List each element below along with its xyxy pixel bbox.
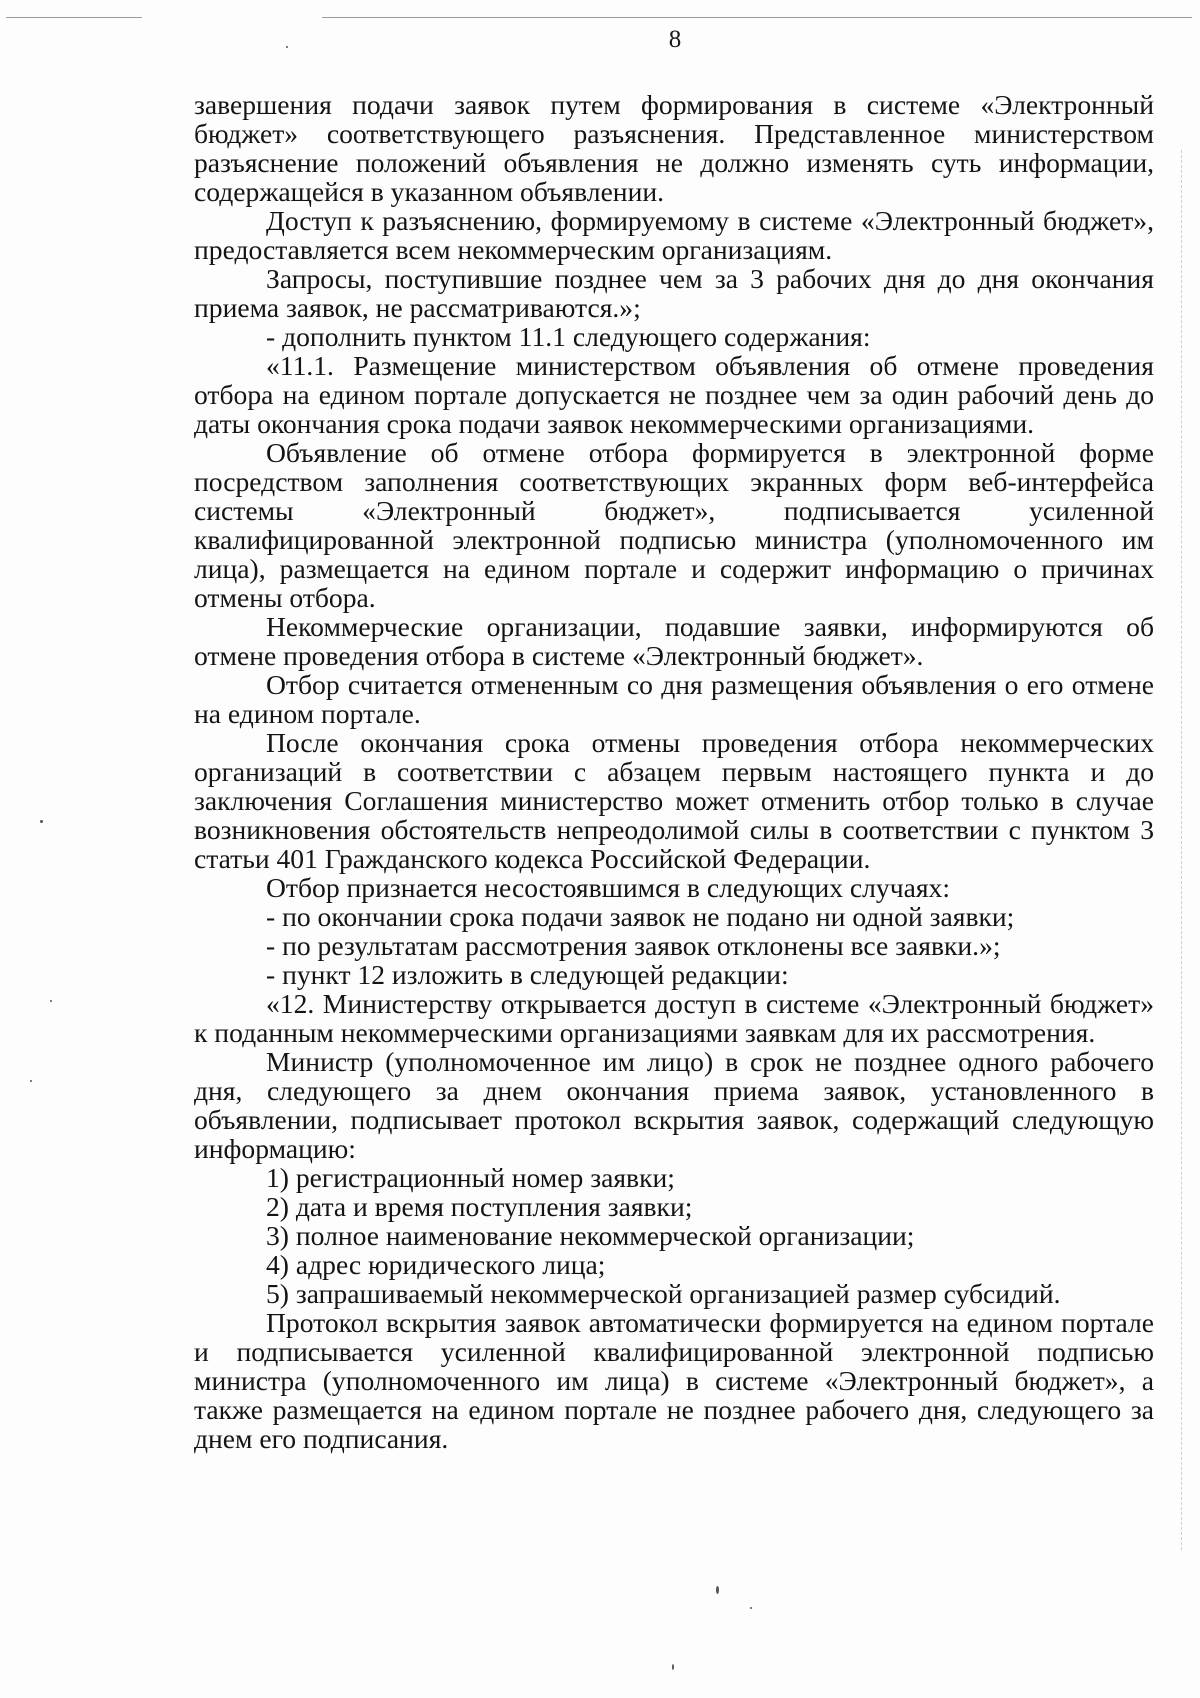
paragraph: завершения подачи заявок путем формирования в системе «Электронный бюджет» соответствующего разъяснения. Представленное министерством разъяснение положений объявления не должно изменять суть информации, содержащейся в указанном объявлении. [194,89,1154,207]
list-item: - по окончании срока подачи заявок не подано ни одной заявки; [266,901,1015,932]
scan-speck [750,1607,752,1609]
list-item: - по результатам рассмотрения заявок отклонены все заявки.»; [266,930,1001,961]
paragraph: Объявление об отмене отбора формируется в электронной форме посредством заполнения соответствующих экранных форм веб-интерфейса системы «Электронный бюджет», подписывается усиленной квалифицированной электронной подписью министра (уполномоченного им лица), размещается на едином портале и содержит информацию о причинах отмены отбора. [194,437,1154,613]
paragraph: Доступ к разъяснению, формируемому в системе «Электронный бюджет», предоставляется всем некоммерческим организациям. [194,205,1154,265]
scan-speck [30,1080,32,1082]
paragraph: - пункт 12 изложить в следующей редакции: [266,959,789,990]
paragraph: Протокол вскрытия заявок автоматически формируется на едином портале и подписывается усиленной квалифицированной электронной подписью министра (уполномоченного им лица) в системе «Электронный бюджет», а также размещается на едином портале не позднее рабочего дня, следующего за днем его подписания. [194,1307,1154,1454]
list-item: 3) полное наименование некоммерческой организации; [266,1220,915,1251]
paragraph: Некоммерческие организации, подавшие заявки, информируются об отмене проведения отбора в системе «Электронный бюджет». [194,611,1154,671]
scan-speck [50,1000,52,1002]
list-item: 5) запрашиваемый некоммерческой организацией размер субсидий. [266,1278,1061,1309]
paragraph: - дополнить пунктом 11.1 следующего содержания: [266,321,871,352]
scan-speck [286,46,288,48]
paragraph: «12. Министерству открывается доступ в системе «Электронный бюджет» к поданным некоммерческими организациями заявкам для их рассмотрения. [194,988,1154,1048]
scan-edge-line [1181,150,1183,1550]
paragraph: Отбор считается отмененным со дня размещения объявления о его отмене на едином портале. [194,669,1154,729]
paragraph: Запросы, поступившие позднее чем за 3 рабочих дня до дня окончания приема заявок, не рассматриваются.»; [194,263,1154,323]
paragraph: Отбор признается несостоявшимся в следующих случаях: [266,872,951,903]
paragraph: «11.1. Размещение министерством объявления об отмене проведения отбора на едином портале допускается не позднее чем за один рабочий день до даты окончания срока подачи заявок некоммерческими организациями. [194,350,1154,439]
list-item: 4) адрес юридического лица; [266,1249,606,1280]
paragraph: Министр (уполномоченное им лицо) в срок не позднее одного рабочего дня, следующего за днем окончания приема заявок, установленного в объявлении, подписывает протокол вскрытия заявок, содержащий следующую информацию: [194,1046,1154,1164]
top-border-gap [142,16,322,19]
document-body [194,90,1154,1453]
page-number: 8 [668,26,682,53]
scan-speck [716,1586,719,1594]
scan-speck [672,1664,674,1670]
list-item: 1) регистрационный номер заявки; [266,1162,675,1193]
paragraph: После окончания срока отмены проведения отбора некоммерческих организаций в соответствии с абзацем первым настоящего пункта и до заключения Соглашения министерство может отменить отбор только в случае возникновения обстоятельств непреодолимой силы в соответствии с пунктом 3 статьи 401 Гражданского кодекса Российской Федерации. [194,727,1154,874]
scan-speck [40,820,43,823]
list-item: 2) дата и время поступления заявки; [266,1191,693,1222]
